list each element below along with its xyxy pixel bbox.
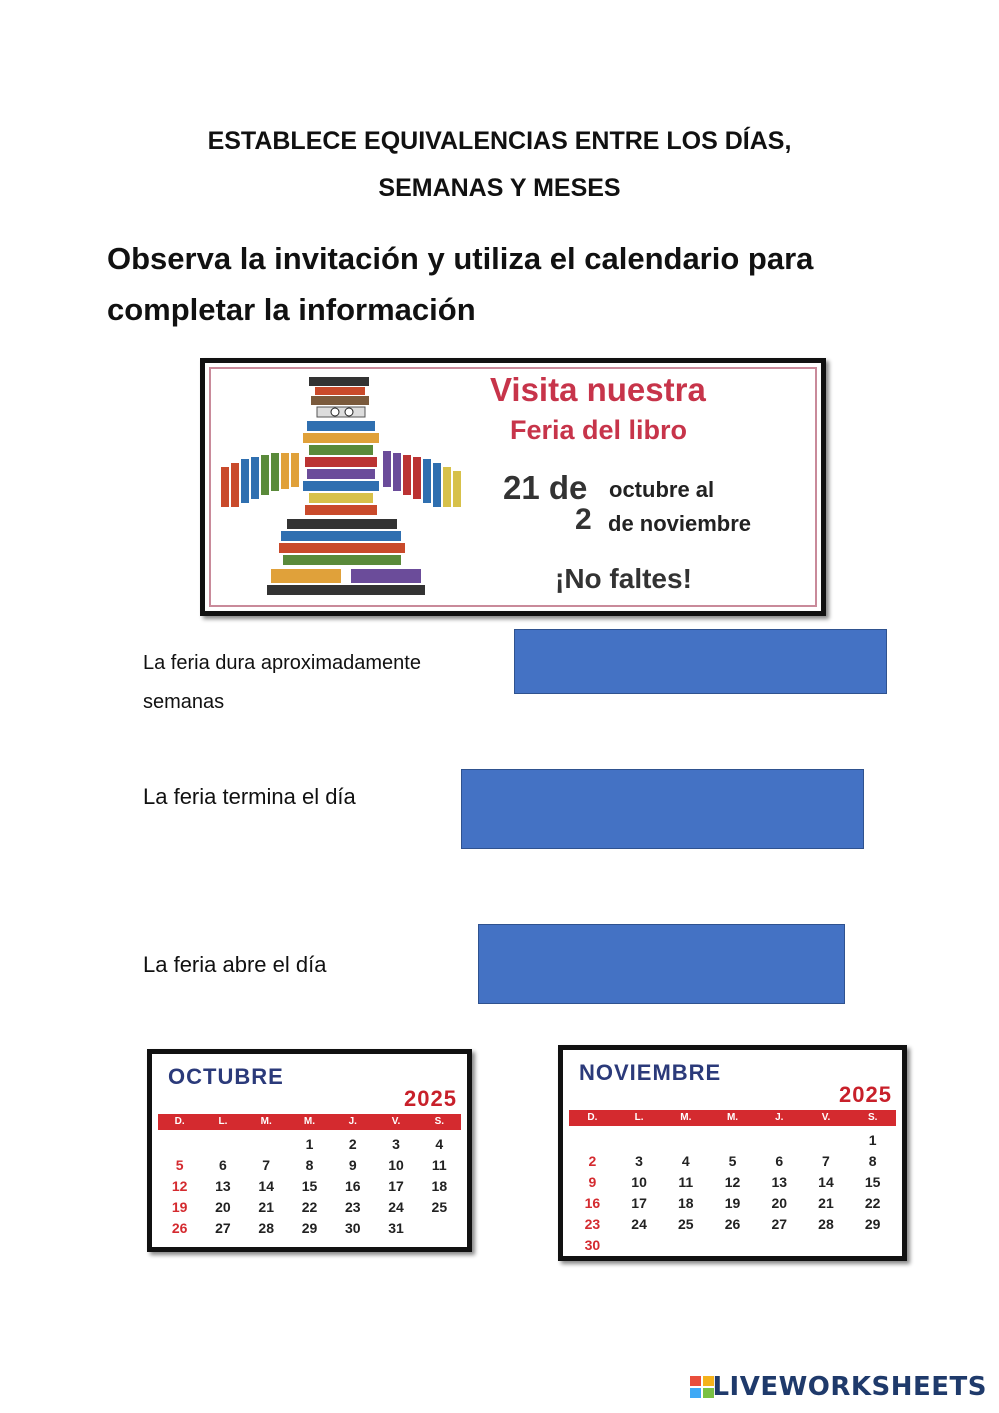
calendar-day: 19 (724, 1195, 741, 1211)
calendar-day: 6 (219, 1157, 227, 1173)
calendar-day: 23 (344, 1199, 361, 1215)
invitation-heading: Visita nuestra (490, 371, 706, 408)
calendar-day: 21 (258, 1199, 274, 1215)
question-2-text: La feria termina el día (143, 784, 356, 809)
calendar-day (158, 1134, 201, 1155)
calendar-november (558, 1045, 907, 1261)
calendar-day (418, 1218, 461, 1239)
weekday-label: M. (303, 1116, 316, 1127)
question-1-text-line1: La feria dura aproximadamente (143, 652, 421, 674)
calendar-day: 28 (258, 1220, 274, 1236)
calendar-day: 18 (678, 1195, 694, 1211)
calendar-day-grid (158, 1134, 461, 1239)
calendar-day: 4 (435, 1136, 444, 1152)
calendar-month-label: NOVIEMBRE (579, 1060, 722, 1085)
question-3-text: La feria abre el día (143, 952, 327, 977)
page-title-line1: ESTABLECE EQUIVALENCIAS ENTRE LOS DÍAS, (207, 127, 792, 155)
calendar-day: 12 (724, 1174, 741, 1190)
weekday-label: J. (775, 1112, 784, 1123)
calendar-week-row (158, 1176, 461, 1197)
calendar-week-row (569, 1130, 896, 1151)
invitation-end-day: 2 (575, 503, 592, 536)
calendar-day: 15 (864, 1174, 881, 1190)
invitation-closing: ¡No faltes! (555, 563, 692, 594)
page-title-line2: SEMANAS Y MESES (378, 174, 621, 202)
calendar-day: 13 (771, 1174, 788, 1190)
calendar-day: 13 (215, 1178, 231, 1194)
calendar-year-label: 2025 (404, 1086, 457, 1111)
calendar-day (616, 1130, 663, 1151)
calendar-day (569, 1130, 616, 1151)
calendar-day (709, 1235, 756, 1256)
calendar-day (849, 1235, 896, 1256)
weekday-label: D. (587, 1112, 598, 1123)
calendar-day (803, 1235, 850, 1256)
weekday-label: M. (680, 1112, 692, 1123)
calendar-day: 27 (215, 1220, 231, 1236)
calendar-weekday-header (569, 1110, 896, 1126)
calendar-day: 11 (431, 1157, 447, 1173)
calendar-day: 17 (631, 1195, 647, 1211)
weekday-label: J. (348, 1116, 357, 1127)
calendar-day: 30 (584, 1237, 601, 1253)
weekday-label: L. (634, 1112, 644, 1123)
calendar-day: 25 (678, 1216, 694, 1232)
calendar-day (201, 1134, 244, 1155)
calendar-day (245, 1134, 288, 1155)
book-fair-invitation (200, 358, 826, 616)
calendar-day: 5 (728, 1153, 737, 1169)
invitation-start-day: 21 de (503, 469, 588, 506)
calendar-day: 12 (171, 1178, 188, 1194)
calendar-day: 24 (631, 1216, 647, 1232)
calendar-day (803, 1130, 850, 1151)
calendar-day: 24 (388, 1199, 404, 1215)
calendar-day: 19 (171, 1199, 188, 1215)
weekday-label: M. (260, 1116, 272, 1127)
calendar-day: 23 (584, 1216, 601, 1232)
calendar-week-row (569, 1193, 896, 1214)
calendar-day (662, 1235, 709, 1256)
calendar-day: 5 (175, 1157, 184, 1173)
calendar-week-row (569, 1235, 896, 1256)
calendar-day: 17 (388, 1178, 404, 1194)
calendar-day: 8 (305, 1157, 314, 1173)
invitation-end-month: de noviembre (608, 511, 752, 536)
weekday-label: M. (726, 1112, 739, 1123)
calendar-day: 28 (818, 1216, 834, 1232)
calendar-day: 15 (301, 1178, 318, 1194)
calendar-week-row (569, 1214, 896, 1235)
weekday-label: V. (821, 1112, 831, 1123)
question-1-text-line2: semanas (143, 691, 225, 713)
calendar-day: 22 (864, 1195, 881, 1211)
calendar-day: 3 (635, 1153, 643, 1169)
calendar-week-row (569, 1151, 896, 1172)
calendar-day: 18 (431, 1178, 448, 1194)
calendar-day: 3 (392, 1136, 400, 1152)
instruction-line1: Observa la invitación y utiliza el calendario para (107, 241, 814, 276)
calendar-week-row (158, 1134, 461, 1155)
calendar-day: 11 (678, 1174, 694, 1190)
calendar-day: 30 (344, 1220, 361, 1236)
answer-field-start-day[interactable] (478, 924, 845, 1004)
calendar-day: 16 (344, 1178, 361, 1194)
calendar-week-row (158, 1197, 461, 1218)
calendar-month-label: OCTUBRE (168, 1064, 284, 1089)
calendar-day: 2 (348, 1136, 357, 1152)
calendar-day: 21 (818, 1195, 834, 1211)
calendar-weekday-header (158, 1114, 461, 1130)
calendar-day: 20 (215, 1199, 231, 1215)
calendar-day: 6 (775, 1153, 784, 1169)
weekday-label: D. (174, 1116, 185, 1127)
calendar-day: 16 (584, 1195, 601, 1211)
weekday-label: L. (218, 1116, 228, 1127)
answer-field-weeks[interactable] (514, 629, 887, 694)
calendar-day: 26 (724, 1216, 741, 1232)
calendar-day: 22 (301, 1199, 318, 1215)
calendar-day (616, 1235, 663, 1256)
calendar-day: 10 (388, 1157, 404, 1173)
calendar-day: 2 (588, 1153, 597, 1169)
calendar-day: 29 (864, 1216, 881, 1232)
calendar-day: 9 (588, 1174, 597, 1190)
calendar-day (756, 1235, 803, 1256)
weekday-label: V. (391, 1116, 401, 1127)
calendar-week-row (158, 1218, 461, 1239)
invitation-start-month: octubre al (609, 477, 715, 502)
calendar-day: 1 (868, 1132, 877, 1148)
calendar-day: 4 (681, 1153, 690, 1169)
calendar-day: 20 (771, 1195, 788, 1211)
calendar-week-row (158, 1155, 461, 1176)
calendar-day: 14 (258, 1178, 274, 1194)
calendar-day: 8 (868, 1153, 877, 1169)
calendar-day: 31 (388, 1220, 404, 1236)
calendar-day: 9 (348, 1157, 357, 1173)
calendar-day: 25 (431, 1199, 448, 1215)
calendar-day (709, 1130, 756, 1151)
book-stack-figure-icon (211, 367, 481, 607)
calendar-day: 1 (305, 1136, 314, 1152)
invitation-subheading: Feria del libro (510, 415, 688, 445)
calendar-day: 27 (771, 1216, 788, 1232)
calendar-day: 10 (631, 1174, 647, 1190)
weekday-label: S. (867, 1112, 878, 1123)
brand-name: LIVEWORKSHEETS (712, 1372, 987, 1402)
calendar-day: 26 (171, 1220, 188, 1236)
calendar-day (662, 1130, 709, 1151)
calendar-october (147, 1049, 472, 1252)
calendar-week-row (569, 1172, 896, 1193)
weekday-label: S. (434, 1116, 445, 1127)
calendar-year-label: 2025 (839, 1082, 892, 1107)
answer-field-end-day[interactable] (461, 769, 864, 849)
calendar-day: 7 (262, 1157, 271, 1173)
calendar-day: 7 (822, 1153, 830, 1169)
instruction-line2: completar la información (107, 292, 476, 327)
calendar-day: 14 (818, 1174, 834, 1190)
calendar-day (756, 1130, 803, 1151)
calendar-day: 29 (301, 1220, 318, 1236)
calendar-day-grid (569, 1130, 896, 1256)
